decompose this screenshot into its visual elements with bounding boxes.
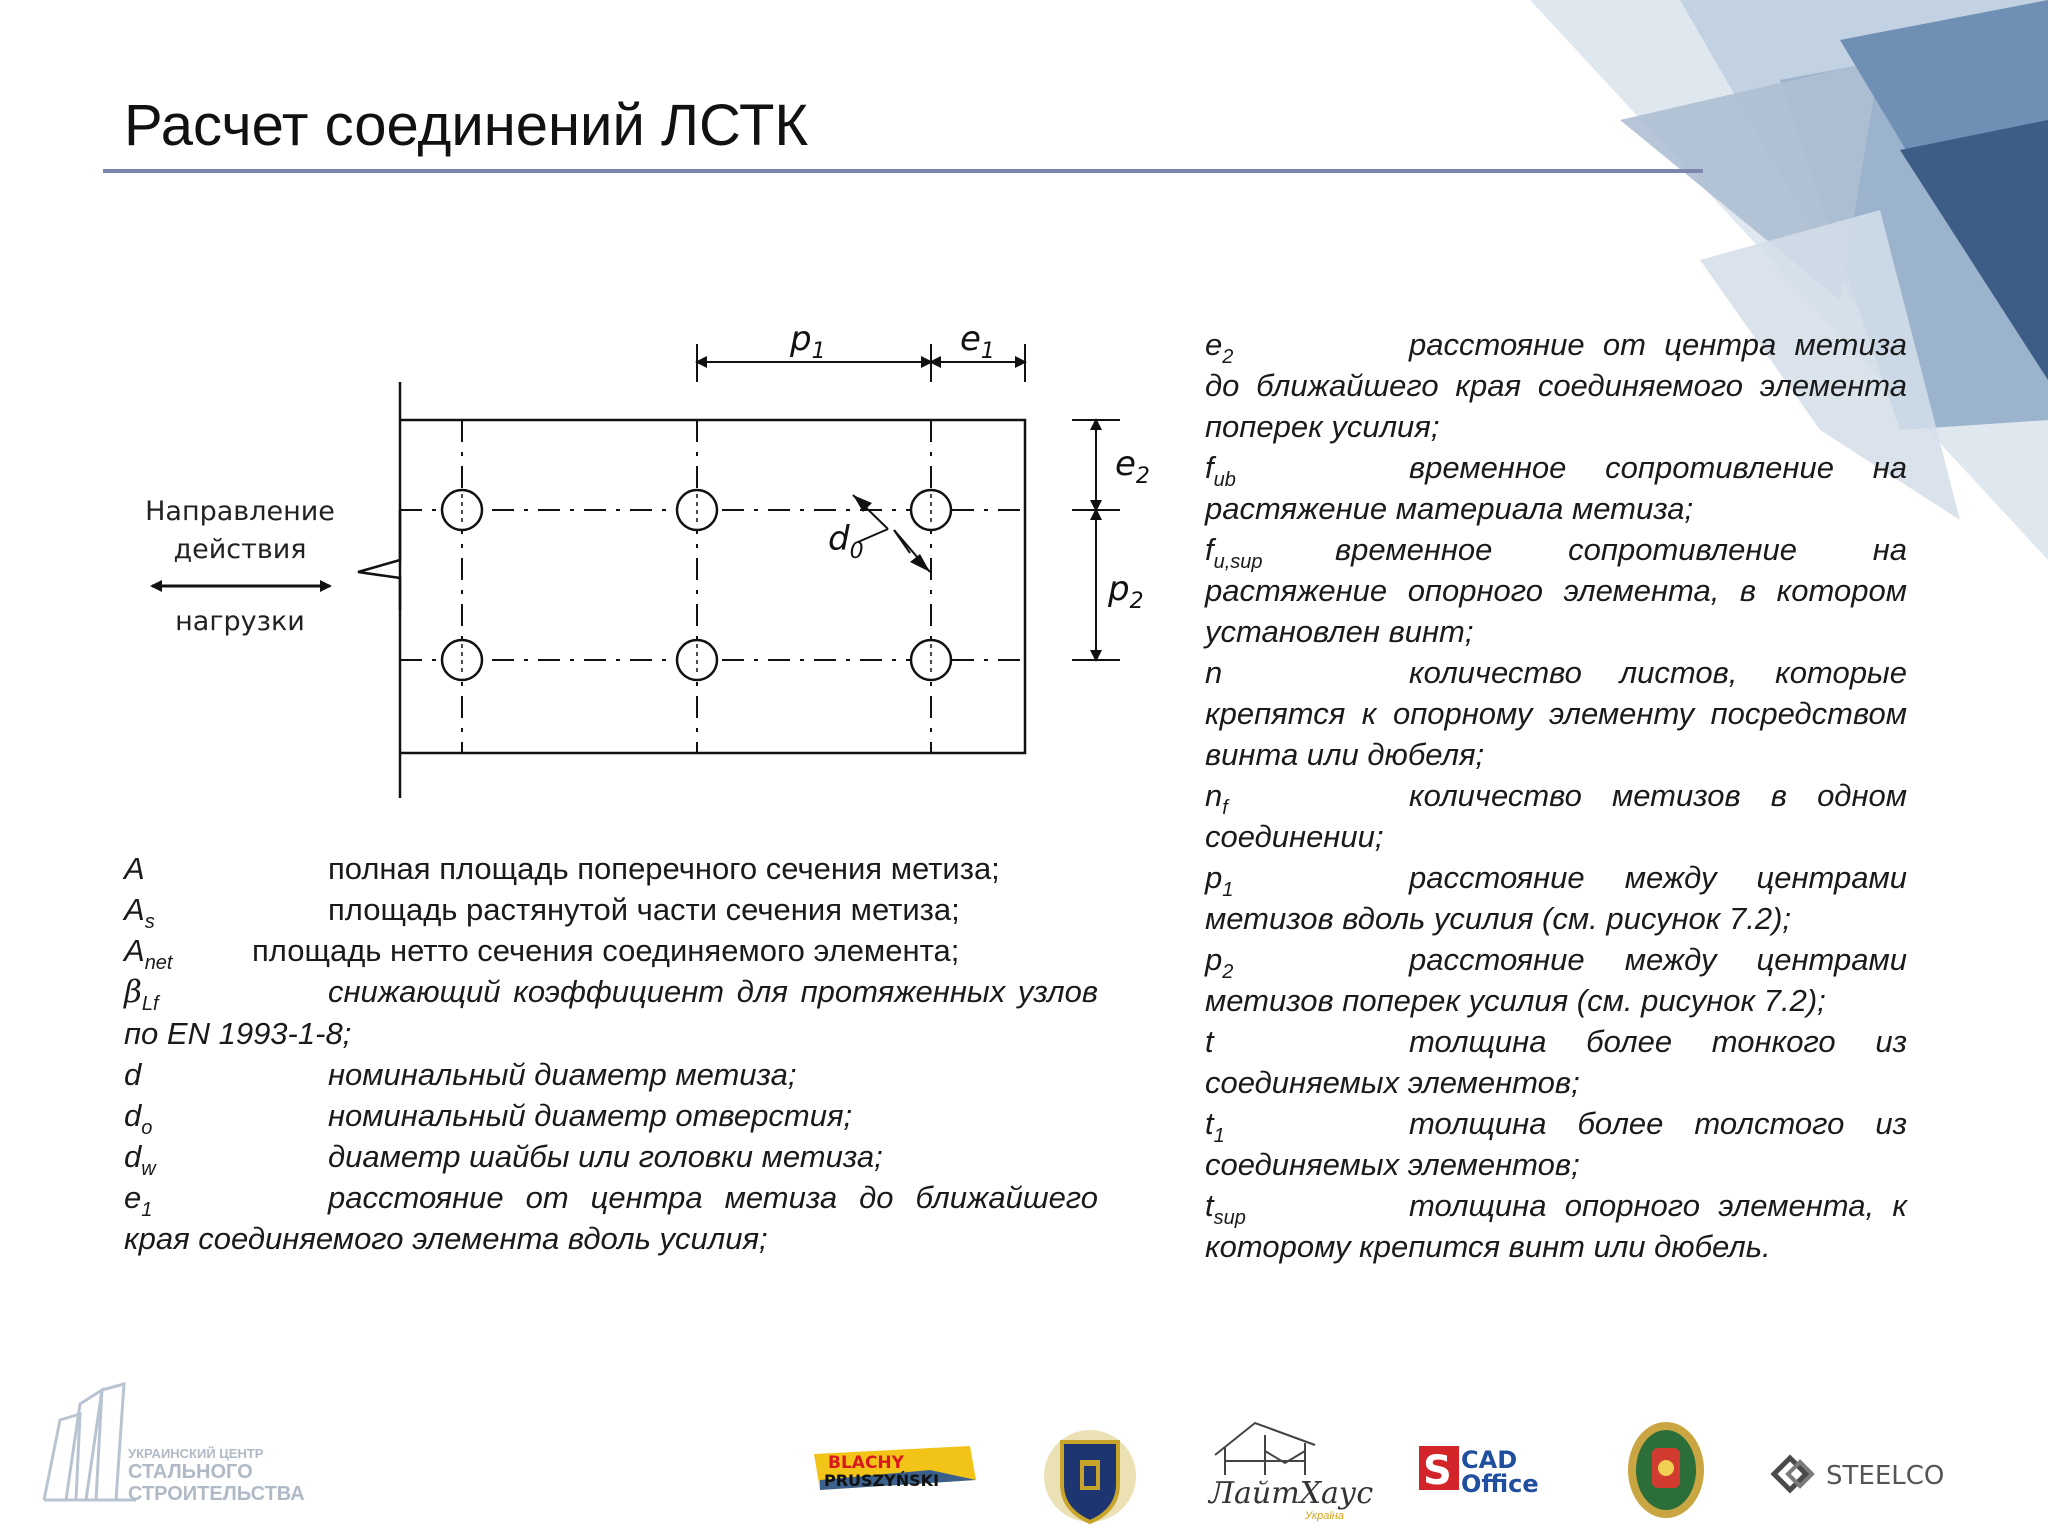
definition-item: $f_{u,sup}$ временное сопротивление на растяжение опорного элемента, в котором установлен винт; (1205, 532, 1907, 649)
academy-crest-logo (1040, 1420, 1140, 1532)
definitions-left (124, 848, 1098, 1259)
definition-item: $p_1$ расстояние между центрами метизов вдоль усилия (см. рисунок 7.2); (1205, 860, 1907, 936)
dim-e1-label: $e_1$ (960, 319, 995, 364)
definition-item: $f_{ub}$ временное сопротивление на растяжение материала метиза; (1205, 450, 1907, 526)
load-direction-label: действия (173, 534, 307, 565)
dim-p1-label: $p_1$ (790, 319, 826, 364)
svg-text:S: S (1423, 1448, 1452, 1494)
bolt-pattern-diagram (130, 310, 1150, 810)
cad-office-logo (1415, 1440, 1555, 1500)
definition-item: $A_{net}$ площадь нетто сечения соединяемого элемента; (124, 933, 960, 974)
definition-item: t толщина более тонкого из соединяемых элементов; (1205, 1024, 1907, 1100)
laithaus-logo (1205, 1415, 1374, 1525)
round-emblem-logo (1624, 1418, 1708, 1522)
dim-d0-label: $d_0$ (828, 519, 864, 564)
definition-item: $e_1$ расстояние от центра метиза до ближайшего края соединяемого элемента вдоль усилия; (124, 1180, 1098, 1256)
definition-item: $n_f$ количество метизов в одном соединении; (1205, 778, 1907, 854)
svg-text:STEELCO: STEELCO (1826, 1461, 1945, 1491)
svg-text:Україна: Україна (1305, 1510, 1344, 1522)
steelco-logo (1770, 1452, 1970, 1498)
definition-item: $t_1$ толщина более толстого из соединяемых элементов; (1205, 1106, 1907, 1182)
load-direction-label: нагрузки (175, 606, 305, 637)
definition-item: $t_{sup}$ толщина опорного элемента, к которому крепится винт или дюбель. (1205, 1188, 1907, 1264)
definitions-right (1205, 324, 1907, 1267)
definition-item: $p_2$ расстояние между центрами метизов поперек усилия (см. рисунок 7.2); (1205, 942, 1907, 1018)
svg-text:BLACHY: BLACHY (828, 1453, 904, 1473)
load-direction-label: Направление (145, 496, 335, 527)
definition-item: d номинальный диаметр метиза; (124, 1057, 797, 1092)
title-divider (103, 169, 1703, 173)
svg-text:СТРОИТЕЛЬСТВА: СТРОИТЕЛЬСТВА (128, 1483, 305, 1505)
blachy-pruszynski-logo (810, 1440, 980, 1500)
definition-item: $\beta_{Lf}$ снижающий коэффициент для протяженных узлов по EN 1993-1-8; (124, 974, 1098, 1051)
page-title: Расчет соединений ЛСТК (124, 93, 809, 158)
definition-item: $e_2$ расстояние от центра метиза до ближайшего края соединяемого элемента поперек усилия; (1205, 327, 1907, 444)
svg-text:PRUSZYŃSKI: PRUSZYŃSKI (824, 1471, 940, 1490)
svg-text:ЛайтХаус: ЛайтХаус (1209, 1476, 1374, 1511)
definition-item: $d_w$ диаметр шайбы или головки метиза; (124, 1139, 883, 1180)
svg-text:CAD: CAD (1461, 1446, 1518, 1474)
definition-item: n количество листов, которые крепятся к опорному элементу посредством винта или дюбеля; (1205, 655, 1907, 772)
definition-item: $d_o$ номинальный диаметр отверстия; (124, 1098, 853, 1139)
break-mark (358, 510, 400, 610)
definition-item: $A_s$ площадь растянутой части сечения метиза; (124, 892, 960, 933)
svg-text:УКРАИНСКИЙ ЦЕНТР: УКРАИНСКИЙ ЦЕНТР (128, 1446, 264, 1461)
footer-logos (0, 1360, 2048, 1536)
svg-text:Office: Office (1461, 1470, 1539, 1498)
dim-p2-label: $p_2$ (1108, 569, 1144, 614)
steel-center-logo (36, 1360, 305, 1510)
dim-e2-label: $e_2$ (1115, 444, 1150, 489)
svg-text:СТАЛЬНОГО: СТАЛЬНОГО (128, 1461, 253, 1483)
definition-item: A полная площадь поперечного сечения метиза; (124, 851, 1000, 886)
